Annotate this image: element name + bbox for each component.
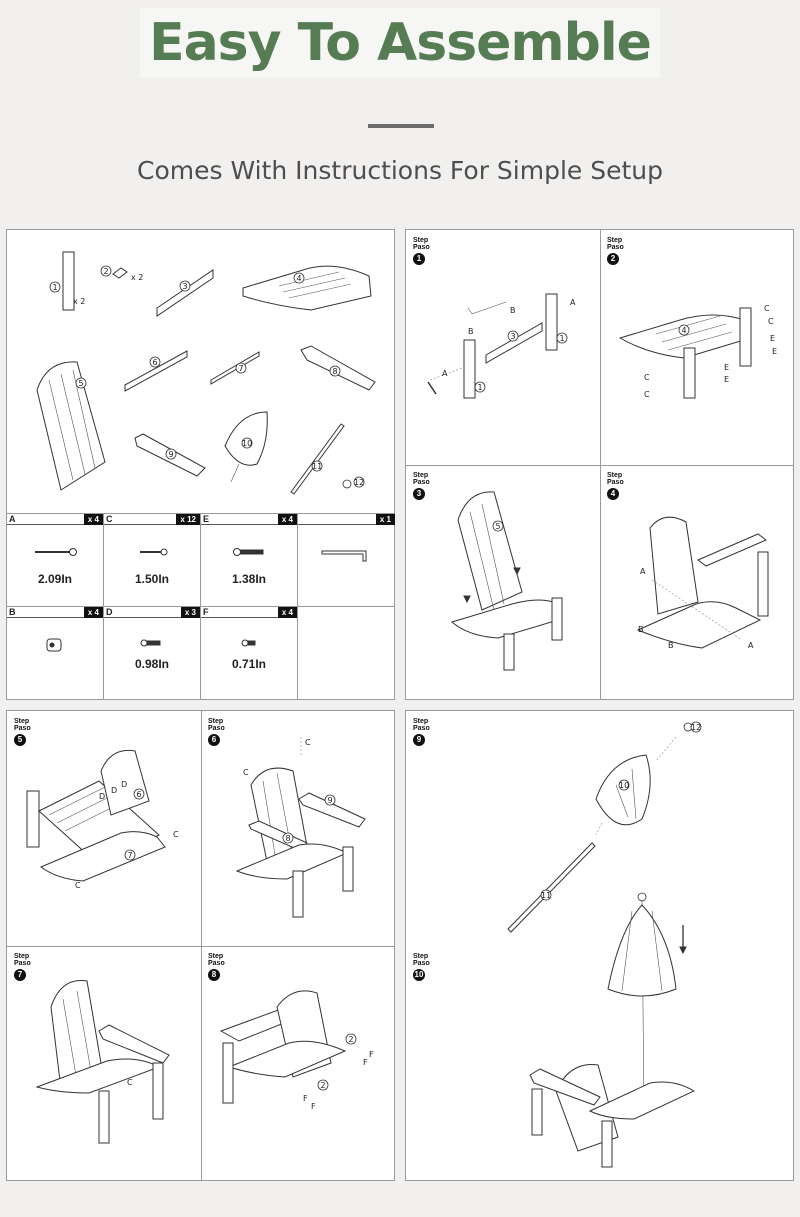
- part-12-cap: [343, 480, 351, 488]
- step-9-label: Step Paso 9: [413, 718, 430, 744]
- svg-text:1: 1: [477, 383, 483, 392]
- part-label-12: 12: [354, 478, 365, 487]
- svg-text:7: 7: [127, 851, 133, 860]
- part-11-pole: [291, 424, 344, 494]
- hardware-cell-d: D x 3 0.98In: [104, 607, 201, 700]
- step-7-label: Step Paso 7: [14, 953, 31, 979]
- svg-text:9: 9: [327, 796, 333, 805]
- hardware-cell-a: A x 4 2.09In: [7, 514, 104, 607]
- part-label-9: 9: [168, 450, 174, 459]
- step-5-label: Step Paso 5: [14, 718, 31, 744]
- svg-text:1: 1: [559, 334, 565, 343]
- page-title: Easy To Assemble: [140, 8, 660, 78]
- hardware-cell-wrench: x 1: [298, 514, 395, 607]
- part-label-7: 7: [238, 364, 244, 373]
- hardware-size-d: 0.98In: [134, 657, 170, 671]
- part-label-5: 5: [78, 379, 84, 388]
- step-8-label: Step Paso 8: [208, 953, 225, 979]
- steps-5-8-diagram: [7, 711, 396, 1182]
- svg-text:10: 10: [619, 781, 630, 790]
- part-label-8: 8: [332, 367, 338, 376]
- svg-text:D: D: [111, 786, 118, 795]
- part-1-qty: x 2: [73, 297, 86, 306]
- bolt-icon: [161, 549, 167, 555]
- svg-text:A: A: [640, 567, 646, 576]
- svg-text:C: C: [75, 881, 81, 890]
- svg-text:C: C: [305, 738, 311, 747]
- hardware-cell-c: C x 12 1.50In: [104, 514, 201, 607]
- part-label-11: 11: [312, 462, 323, 471]
- screw-icon: [242, 640, 248, 646]
- step-4-label: Step Paso 4: [607, 472, 624, 498]
- svg-text:C: C: [127, 1078, 133, 1087]
- svg-text:3: 3: [510, 332, 516, 341]
- svg-text:C: C: [764, 304, 770, 313]
- svg-text:B: B: [468, 327, 474, 336]
- step-2-label: Step Paso 2: [607, 237, 624, 263]
- svg-text:11: 11: [541, 891, 552, 900]
- bolt-icon: [70, 549, 77, 556]
- svg-text:B: B: [638, 625, 644, 634]
- svg-text:2: 2: [320, 1081, 326, 1090]
- part-label-10: 10: [242, 439, 253, 448]
- part-3-rail: [157, 270, 213, 316]
- hardware-cell-b: B x 4: [7, 607, 104, 700]
- screw-icon: [141, 640, 147, 646]
- svg-text:A: A: [570, 298, 576, 307]
- svg-text:8: 8: [285, 834, 291, 843]
- hardware-size-e: 1.38In: [231, 572, 267, 586]
- svg-text:E: E: [724, 375, 730, 384]
- step-6-label: Step Paso 6: [208, 718, 225, 744]
- step-10-label: Step Paso 10: [413, 953, 430, 979]
- hardware-table: [7, 513, 394, 699]
- step-3-label: Step Paso 3: [413, 472, 430, 498]
- svg-text:C: C: [173, 830, 179, 839]
- hardware-size-c: 1.50In: [134, 572, 170, 586]
- svg-text:E: E: [770, 334, 776, 343]
- svg-text:4: 4: [681, 326, 687, 335]
- parts-panel: [6, 229, 395, 700]
- part-2-bracket: [113, 268, 127, 278]
- svg-text:5: 5: [495, 522, 501, 531]
- down-arrow-icon: [680, 947, 686, 953]
- part-label-6: 6: [152, 358, 158, 367]
- svg-text:C: C: [644, 390, 650, 399]
- svg-text:B: B: [668, 641, 674, 650]
- steps-1-4-panel: [405, 229, 794, 700]
- part-label-1: 1: [52, 283, 58, 292]
- svg-text:D: D: [121, 780, 128, 789]
- steps-9-10-diagram: [406, 711, 795, 1182]
- hardware-size-f: 0.71In: [231, 657, 267, 671]
- svg-text:A: A: [748, 641, 754, 650]
- svg-text:B: B: [510, 306, 516, 315]
- part-label-2: 2: [103, 267, 109, 276]
- svg-text:A: A: [442, 369, 448, 378]
- svg-text:2: 2: [348, 1035, 354, 1044]
- svg-text:F: F: [303, 1094, 308, 1103]
- steps-5-8-panel: [6, 710, 395, 1181]
- hardware-cell-f: F x 4 0.71In: [201, 607, 298, 700]
- part-label-3: 3: [182, 282, 188, 291]
- allen-key-icon: [428, 382, 436, 394]
- svg-text:E: E: [772, 347, 778, 356]
- svg-text:C: C: [768, 317, 774, 326]
- hardware-size-a: 2.09In: [37, 572, 73, 586]
- parts-diagram: [7, 230, 396, 513]
- steps-9-10-panel: [405, 710, 794, 1181]
- title-divider: [368, 124, 434, 128]
- part-label-4: 4: [296, 274, 302, 283]
- svg-text:E: E: [724, 363, 730, 372]
- allen-key-icon: [322, 551, 366, 561]
- part-4-seat: [243, 266, 371, 310]
- svg-text:D: D: [99, 792, 106, 801]
- hardware-cell-e: E x 4 1.38In: [201, 514, 298, 607]
- svg-text:F: F: [311, 1102, 316, 1111]
- svg-text:6: 6: [136, 790, 142, 799]
- page-subtitle: Comes With Instructions For Simple Setup: [136, 156, 664, 185]
- hardware-cell-empty: [298, 607, 395, 700]
- svg-text:12: 12: [691, 723, 702, 732]
- part-2-qty: x 2: [131, 273, 144, 282]
- svg-text:C: C: [644, 373, 650, 382]
- svg-text:C: C: [243, 768, 249, 777]
- svg-text:F: F: [363, 1058, 368, 1067]
- step-1-label: Step Paso 1: [413, 237, 430, 263]
- steps-1-4-diagram: [406, 230, 795, 701]
- svg-text:F: F: [369, 1050, 374, 1059]
- screw-icon: [234, 549, 241, 556]
- part-7-rod: [211, 352, 259, 384]
